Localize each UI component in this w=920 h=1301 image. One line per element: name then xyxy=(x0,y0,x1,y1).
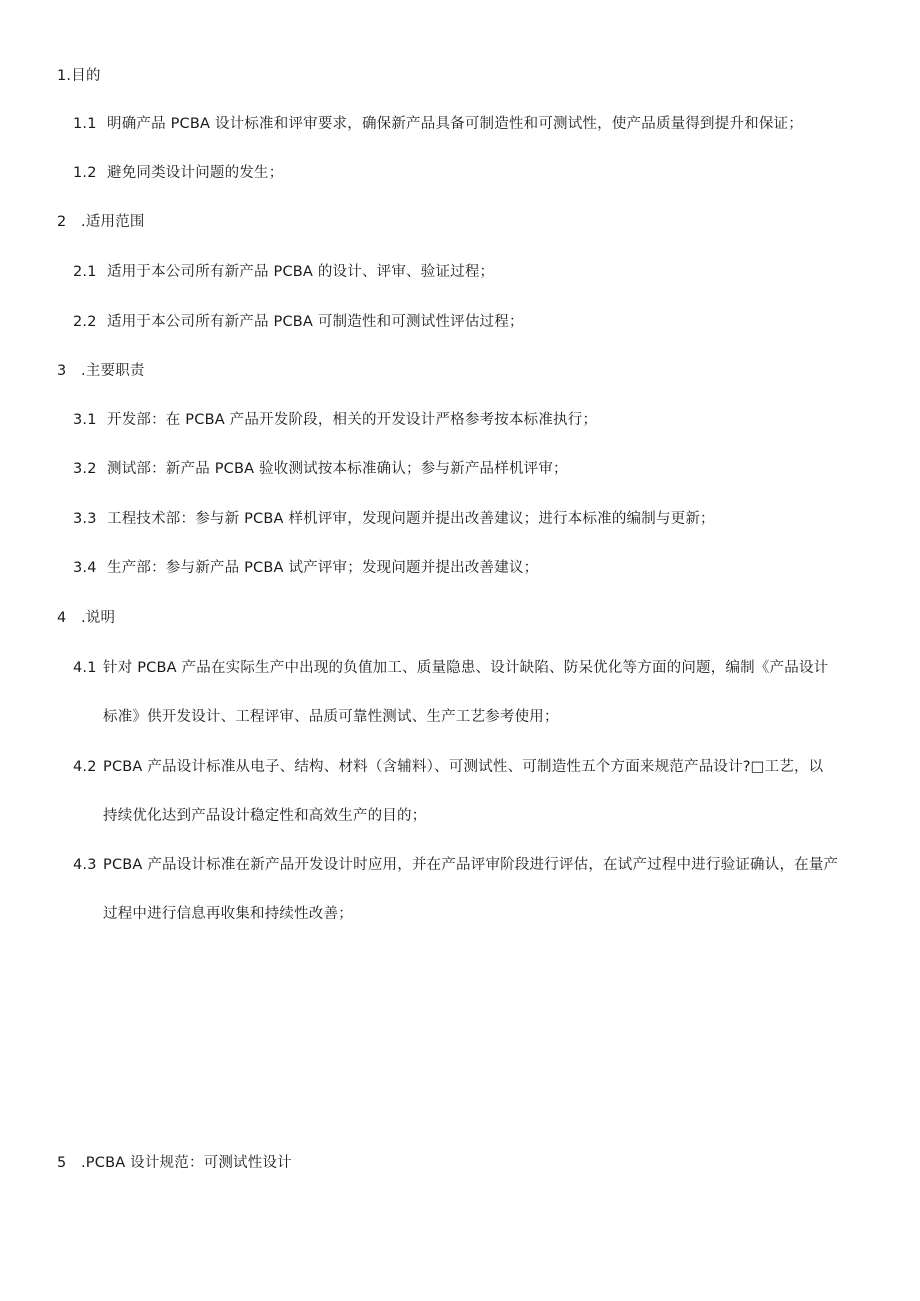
list-item-2-1 xyxy=(73,262,494,282)
list-item-4-1-continuation: 标准》供开发设计、工程评审、品质可靠性测试、生产工艺参考使用； xyxy=(103,709,559,725)
item-number: 4.3 xyxy=(73,857,97,873)
list-item-4-3-continuation: 过程中进行信息再收集和持续性改善； xyxy=(103,906,353,922)
list-item-1-1 xyxy=(73,114,803,134)
item-text: 工程技术部：参与新 PCBA 样机评审，发现问题并提出改善建议；进行本标准的编制与更新； xyxy=(107,511,715,527)
section-number: 1. xyxy=(57,68,72,84)
section-title: .适用范围 xyxy=(81,214,145,230)
list-item-4-2-continuation: 持续优化达到产品设计稳定性和高效生产的目的； xyxy=(103,808,427,824)
section-number: 2 xyxy=(57,214,67,230)
item-number: 3.4 xyxy=(73,560,97,576)
item-number: 4.2 xyxy=(73,759,97,775)
item-number: 2.1 xyxy=(73,264,97,280)
section-4-heading xyxy=(57,608,115,628)
item-text: PCBA 产品设计标准在新产品开发设计时应用，并在产品评审阶段进行评估，在试产过程中进行验证确认，在量产 xyxy=(103,857,839,873)
list-item-3-3 xyxy=(73,509,715,529)
item-number: 3.1 xyxy=(73,412,97,428)
item-number: 2.2 xyxy=(73,314,97,330)
section-number: 5 xyxy=(57,1155,67,1171)
item-text: 适用于本公司所有新产品 PCBA 的设计、评审、验证过程； xyxy=(107,264,495,280)
list-item-4-2 xyxy=(73,757,823,777)
section-2-heading xyxy=(57,212,145,232)
section-3-heading xyxy=(57,361,145,381)
section-number: 3 xyxy=(57,363,67,379)
item-text: 明确产品 PCBA 设计标准和评审要求，确保新产品具备可制造性和可测试性，使产品质量得到提升和保证； xyxy=(107,116,803,132)
item-number: 4.1 xyxy=(73,660,97,676)
section-5-heading xyxy=(57,1153,292,1173)
list-item-3-4 xyxy=(73,558,538,578)
item-number: 1.1 xyxy=(73,116,97,132)
item-text: 开发部：在 PCBA 产品开发阶段，相关的开发设计严格参考按本标准执行； xyxy=(107,412,598,428)
list-item-3-2 xyxy=(73,459,568,479)
list-item-3-1 xyxy=(73,410,597,430)
item-text: 适用于本公司所有新产品 PCBA 可制造性和可测试性评估过程； xyxy=(107,314,524,330)
list-item-1-2 xyxy=(73,163,283,183)
item-number: 3.2 xyxy=(73,461,97,477)
list-item-4-1 xyxy=(73,658,828,678)
item-number: 3.3 xyxy=(73,511,97,527)
item-text: 避免同类设计问题的发生； xyxy=(107,165,284,181)
item-text: PCBA 产品设计标准从电子、结构、材料（含辅料）、可测试性、可制造性五个方面来规范产品设计?□工艺，以 xyxy=(103,759,824,775)
item-text: 生产部：参与新产品 PCBA 试产评审；发现问题并提出改善建议； xyxy=(107,560,539,576)
item-text: 针对 PCBA 产品在实际生产中出现的负值加工、质量隐患、设计缺陷、防呆优化等方面的问题，编制《产品设计 xyxy=(103,660,829,676)
item-text: 测试部：新产品 PCBA 验收测试按本标准确认；参与新产品样机评审； xyxy=(107,461,568,477)
section-title: .PCBA 设计规范：可测试性设计 xyxy=(81,1155,292,1171)
section-title: .主要职责 xyxy=(81,363,145,379)
section-title: 目的 xyxy=(71,68,101,84)
section-1-heading xyxy=(57,66,101,86)
list-item-4-3 xyxy=(73,855,838,875)
section-title: .说明 xyxy=(81,610,116,626)
item-number: 1.2 xyxy=(73,165,97,181)
list-item-2-2 xyxy=(73,312,524,332)
section-number: 4 xyxy=(57,610,67,626)
